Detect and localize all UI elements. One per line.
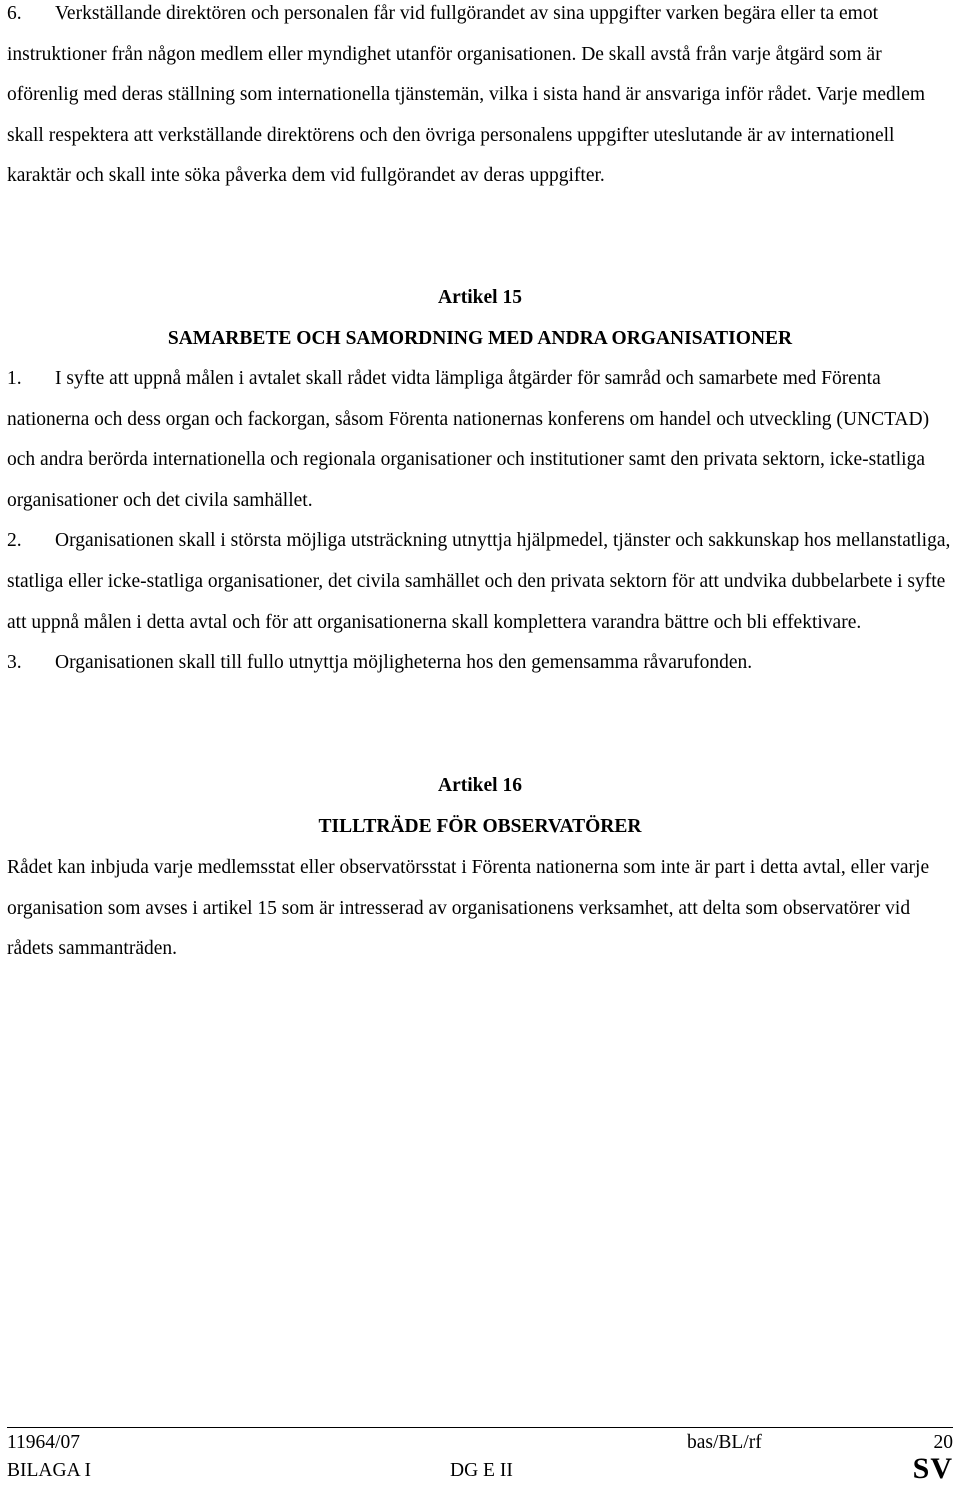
language-code: SV <box>912 1452 953 1485</box>
paragraph-number: 3. <box>7 652 22 674</box>
page-number: 20 <box>933 1432 953 1453</box>
footer-divider <box>7 1427 953 1428</box>
author-initials: bas/BL/rf <box>687 1432 762 1453</box>
paragraph-number: 6. <box>7 3 22 24</box>
paragraph-text: I syfte att uppnå målen i avtalet skall rådet vidta lämpliga åtgärder för samråd och samarbete med Förenta nationerna och dess organ och fackorgan, såsom Förenta nationernas konferens om handel och utveckling (UNCTAD) och andra berörda internationella och regionala organisationer och institutioner samt den privata sektorn, icke-statliga organisationer och det civila samhället. <box>7 368 930 511</box>
article-title: TILLTRÄDE FÖR OBSERVATÖRER <box>318 815 642 837</box>
paragraph-text: Organisationen skall i största möjliga utsträckning utnyttja hjälpmedel, tjänster och sakkunskap hos mellanstatliga, statliga eller icke-statliga organisationer, det civila samhället och den privata sektorn för att undvika dubbelarbete i syfte att uppnå målen i detta avtal och för att organisationerna skall komplettera varandra bättre och bli effektivare. <box>7 530 951 633</box>
paragraph-6 <box>7 0 953 197</box>
annex-label: BILAGA I <box>7 1460 91 1481</box>
paragraph-number: 1. <box>7 368 22 389</box>
article-title: SAMARBETE OCH SAMORDNING MED ANDRA ORGANISATIONER <box>167 327 793 349</box>
article-15-paragraph-1 <box>7 359 953 521</box>
directorate-label: DG E II <box>450 1460 513 1481</box>
article-15-paragraph-3 <box>7 643 953 684</box>
article-15-body <box>7 359 953 684</box>
article-heading: Artikel 15 <box>438 287 522 308</box>
document-number: 11964/07 <box>7 1432 80 1453</box>
article-15-header <box>7 278 953 359</box>
footer-line-1 <box>7 1432 953 1462</box>
paragraph-text: Organisationen skall till fullo utnyttja möjligheterna hos den gemensamma råvarufonden. <box>55 652 753 674</box>
article-16-header <box>7 766 953 847</box>
article-16-body <box>7 848 953 970</box>
footer-line-2 <box>7 1452 953 1490</box>
paragraph-number: 2. <box>7 530 22 552</box>
article-16-paragraph: Rådet kan inbjuda varje medlemsstat eller observatörsstat i Förenta nationerna som inte är part i detta avtal, eller varje organisation som avses i artikel 15 som är intresserad av organisationens verksamhet, att delta som observatörer vid rådets sammanträden. <box>7 857 930 960</box>
article-heading: Artikel 16 <box>438 775 522 796</box>
paragraph-text: Verkställande direktören och personalen får vid fullgörandet av sina uppgifter varken begära eller ta emot instruktioner från någon medlem eller myndighet utanför organisationen. De skall avstå från varje åtgärd som är oförenlig med deras ställning som internationella tjänstemän, vilka i sista hand är ansvariga inför rådet. Varje medlem skall respektera att verkställande direktörens och den övriga personalens uppgifter uteslutande är av internationell karaktär och skall inte söka påverka dem vid fullgörandet av deras uppgifter. <box>7 3 926 187</box>
article-15-paragraph-2 <box>7 521 953 643</box>
